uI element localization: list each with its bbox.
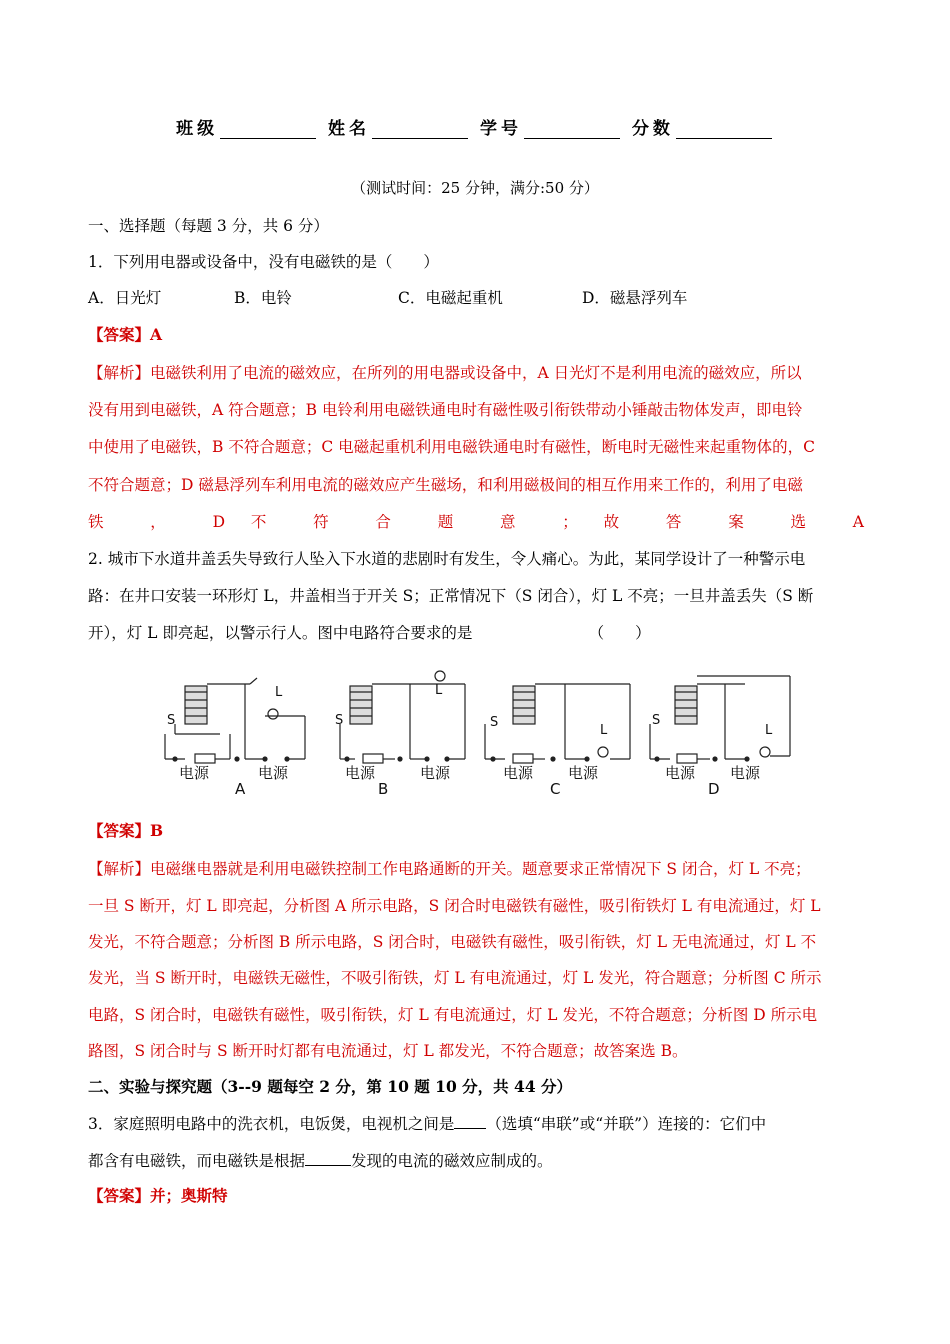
power-label: 电源 <box>345 764 376 782</box>
lamp-label: L <box>275 685 283 700</box>
q3-stem-part: 3．家庭照明电路中的洗衣机，电饭煲，电视机之间是 <box>88 1115 455 1133</box>
power-label: 电源 <box>665 764 696 782</box>
power-label: 电源 <box>503 764 534 782</box>
id-blank[interactable] <box>524 120 620 139</box>
class-label: 班级 <box>176 119 219 139</box>
lamp-label: L <box>765 723 773 738</box>
q2-analysis-line: 路图，S 闭合时与 S 断开时灯都有电流通过，灯 L 都发光，不符合题意；故答案选 B。 <box>88 1042 688 1060</box>
q1-option-b: B．电铃 <box>234 289 292 307</box>
q1-option-a: A．日光灯 <box>88 289 162 307</box>
q1-stem: 1．下列用电器或设备中，没有电磁铁的是（ ） <box>88 253 439 271</box>
section2-title: 二、实验与探究题（3--9 题每空 2 分，第 10 题 10 分，共 44 分） <box>88 1077 572 1096</box>
q2-answer: 【答案】B <box>88 821 164 840</box>
class-blank[interactable] <box>220 120 316 139</box>
q3-blank-2[interactable] <box>305 1149 351 1166</box>
circuit-panel-a <box>165 678 305 763</box>
power-label: 电源 <box>420 764 451 782</box>
switch-label: S <box>490 715 499 730</box>
score-label: 分数 <box>631 119 674 139</box>
q2-analysis-line: 【解析】电磁继电器就是利用电磁铁控制工作电路通断的开关。题意要求正常情况下 S 闭合，灯 L 不亮； <box>88 860 811 878</box>
q2-stem-line: 开），灯 L 即亮起，以警示行人。图中电路符合要求的是 （ ） <box>88 624 651 642</box>
q3-blank-1[interactable] <box>454 1112 486 1129</box>
power-label: 电源 <box>179 764 210 782</box>
lamp-label: L <box>435 683 443 698</box>
power-label: 电源 <box>258 764 289 782</box>
score-blank[interactable] <box>676 120 772 139</box>
circuit-panel-b <box>340 671 465 763</box>
name-label: 姓名 <box>328 119 371 139</box>
section1-title: 一、选择题（每题 3 分，共 6 分） <box>88 217 329 235</box>
q2-analysis-line: 电路，S 闭合时，电磁铁有磁性，吸引衔铁，灯 L 有电流通过，灯 L 发光，不符合题意；分析图 D 所示电 <box>88 1006 818 1024</box>
switch-label: S <box>652 713 661 728</box>
q1-option-d: D．磁悬浮列车 <box>582 289 688 307</box>
switch-label: S <box>167 713 176 728</box>
q2-analysis-line: 发光，当 S 断开时，电磁铁无磁性，不吸引衔铁，灯 L 有电流通过，灯 L 发光，符合题意；分析图 C 所示 <box>88 969 822 987</box>
q3-stem-part: （选填“串联”或“并联”）连接的：它们中 <box>486 1115 767 1133</box>
q1-analysis-line: 不符合题意；D 磁悬浮列车利用电流的磁效应产生磁场，和利用磁极间的相互作用来工作的，利用了电磁 <box>88 476 803 494</box>
q3-stem-part: 发现的电流的磁效应制成的。 <box>351 1152 553 1170</box>
q1-options <box>88 287 864 309</box>
panel-label-d: D <box>708 780 720 798</box>
q2-analysis-line: 一旦 S 断开，灯 L 即亮起，分析图 A 所示电路，S 闭合时电磁铁有磁性，吸引衔铁灯 L 有电流通过，灯 L <box>88 897 821 915</box>
q3-answer: 【答案】并；奥斯特 <box>88 1186 228 1205</box>
q2-analysis-line: 发光，不符合题意；分析图 B 所示电路，S 闭合时，电磁铁有磁性，吸引衔铁，灯 L 无电流通过，灯 L 不 <box>88 933 817 951</box>
switch-label: S <box>335 713 344 728</box>
q1-analysis-line: 【解析】电磁铁利用了电流的磁效应，在所列的用电器或设备中，A 日光灯不是利用电流的磁效应，所以 <box>88 364 802 382</box>
q1-answer: 【答案】A <box>88 325 163 344</box>
student-info-header <box>0 114 950 139</box>
q3-stem-line2 <box>88 1149 864 1172</box>
circuit-panel-c <box>485 684 630 763</box>
panel-label-a: A <box>235 780 246 798</box>
panel-label-b: B <box>378 780 389 798</box>
power-label: 电源 <box>568 764 599 782</box>
name-blank[interactable] <box>372 120 468 139</box>
q1-analysis-line: 中使用了电磁铁，B 不符合题意；C 电磁起重机利用电磁铁通电时有磁性，断电时无磁性来起重物体的，C <box>88 438 815 456</box>
power-label: 电源 <box>730 764 761 782</box>
q1-analysis-line: 没有用到电磁铁，A 符合题意；B 电铃利用电磁铁通电时有磁性吸引衔铁带动小锤敲击物体发声，即电铃 <box>88 401 803 419</box>
q3-stem-line1 <box>88 1112 864 1135</box>
q1-analysis-line: 铁 ， D 不 符 合 题 意 ； 故 答 案 选 A <box>88 513 864 531</box>
test-info: （测试时间：25 分钟，满分:50 分） <box>351 179 599 197</box>
q2-stem-line: 路：在井口安装一环形灯 L，井盖相当于开关 S；正常情况下（S 闭合），灯 L 不亮；一旦井盖丢失（S 断 <box>88 587 814 605</box>
q2-stem-line: 2. 城市下水道井盖丢失导致行人坠入下水道的悲剧时有发生，令人痛心。为此，某同学设计了一种警示电 <box>88 550 806 568</box>
panel-label-c: C <box>550 780 561 798</box>
id-label: 学号 <box>479 119 522 139</box>
lamp-label: L <box>600 723 608 738</box>
circuit-panel-d <box>650 676 790 763</box>
relay-circuit-figure <box>145 664 805 798</box>
q1-option-c: C．电磁起重机 <box>398 289 503 307</box>
q3-stem-part: 都含有电磁铁，而电磁铁是根据 <box>88 1152 306 1170</box>
